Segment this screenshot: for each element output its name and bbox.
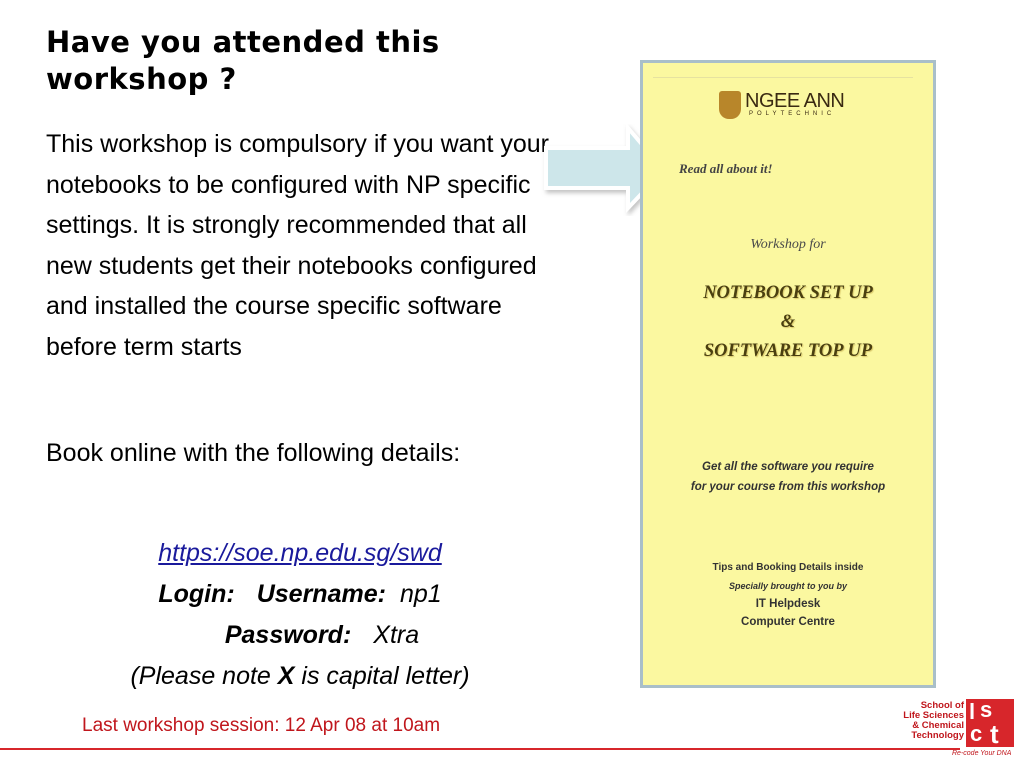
read-all-text: Read all about it!	[679, 161, 773, 176]
workshop-brochure	[640, 60, 936, 688]
slide-title: Have you attended this workshop ?	[46, 25, 440, 96]
ngee-ann-logo: NGEE ANN POLYTECHNIC	[719, 91, 859, 121]
password-label: Password:	[224, 621, 352, 649]
footer-divider	[0, 748, 960, 750]
lsct-mark-icon: l s c t	[966, 699, 1014, 747]
book-online-paragraph: Book online with the following details:	[46, 439, 461, 467]
brochure-credits: Tips and Booking Details inside Specially brought to you by IT Helpdesk Computer Centre	[712, 562, 864, 628]
booking-link[interactable]: https://soe.np.edu.sg/swd	[158, 539, 442, 567]
school-tagline: Re-code Your DNA	[952, 750, 1012, 757]
compulsory-paragraph: This workshop is compulsory if you want your notebooks to be configured with NP specific settings. It is strongly recommended that all new students get their notebooks configured and installed the course specific software before term starts	[46, 130, 549, 361]
capital-note: (Please note X is capital letter)	[130, 662, 470, 690]
crest-icon	[719, 91, 741, 119]
school-logo	[888, 697, 1018, 761]
get-software-text: Get all the software you require for your course from this workshop	[690, 461, 886, 493]
username-value: np1	[399, 580, 442, 608]
school-logo-text: School of Life Sciences & Chemical Technology	[903, 700, 964, 741]
workshop-for-text: Workshop for	[750, 237, 826, 252]
username-label: Username:	[256, 580, 386, 608]
brochure-headline: NOTEBOOK SET UP & SOFTWARE TOP UP	[703, 283, 873, 361]
last-session-text: Last workshop session: 12 Apr 08 at 10am	[82, 715, 441, 736]
password-value: Xtra	[373, 621, 420, 649]
booking-details	[46, 533, 554, 697]
login-label: Login:	[158, 580, 235, 608]
